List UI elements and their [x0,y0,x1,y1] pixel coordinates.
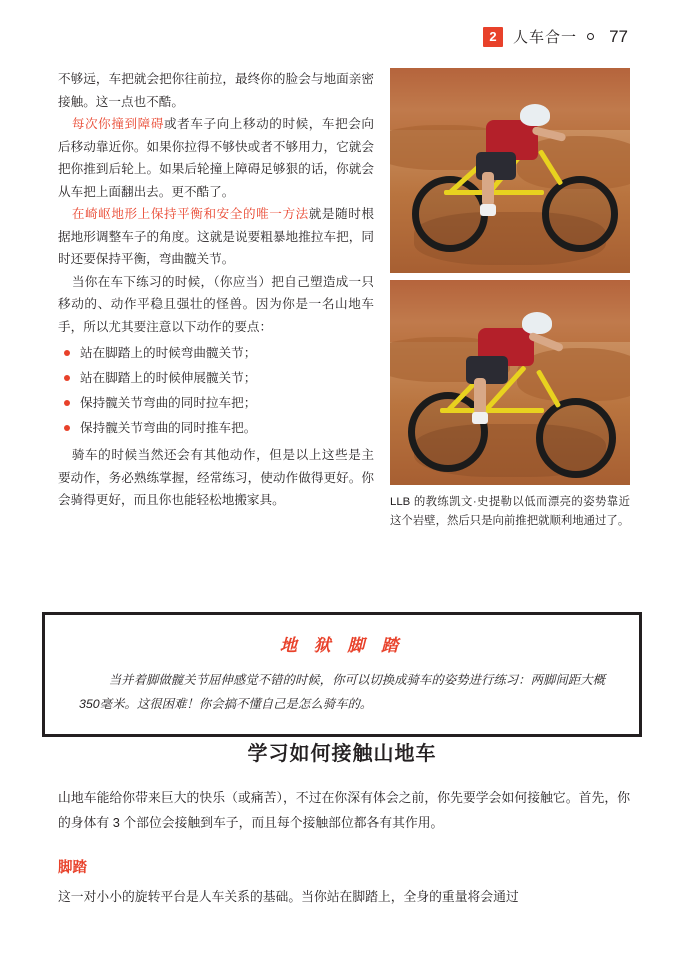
photo-rider-figure [390,280,630,485]
rider-shorts [466,356,508,384]
photo-rider-figure [390,68,630,273]
list-item [58,416,374,441]
highlight-1: 每次你撞到障碍 [71,117,164,131]
bullet-dot-icon [64,425,70,431]
list-item-label: 站在脚踏上的时候弯曲髋关节； [80,346,257,360]
list-item [58,366,374,391]
subsection-paragraph: 这一对小小的旋转平台是人车关系的基础。当你站在脚踏上，全身的重量将会通过 [58,889,519,904]
chapter-number-badge: 2 [483,27,503,47]
text-column [58,68,374,512]
paragraph-3: 在崎岖地形上保持平衡和安全的唯一方法就是随时根据地形调整车子的角度。这就是说要粗暴地推拉车把，同时还要保持平衡，弯曲髋关节。 [58,207,375,266]
bike-front-wheel [536,398,616,478]
figure-caption: LLB 的教练凯文·史提勒以低而漂亮的姿势靠近这个岩壁，然后只是向前推把就顺利地通过了。 [390,496,630,527]
circle-dot-icon [587,33,594,40]
paragraph-4: 当你在车下练习的时候，（你应当）把自己塑造成一只移动的、动作平稳且强壮的怪兽。因为你是一名山地车手，所以尤其要注意以下动作的要点： [58,274,374,334]
bike-fork [536,369,561,408]
main-content [58,68,630,531]
list-item-label: 保持髋关节弯曲的同时推车把。 [80,421,257,435]
bullet-dot-icon [64,350,70,356]
list-item-label: 站在脚踏上的时候伸展髋关节； [80,371,257,385]
subsection-title: 脚踏 [58,860,87,876]
rider-sock [480,204,496,216]
bike-front-wheel [542,176,618,252]
bike-frame [440,408,544,413]
rider-sock [472,412,488,424]
figure-column [390,68,630,531]
chapter-title: 人车合一 [512,29,577,46]
paragraph-5: 骑车的时候当然还会有其他动作，但是以上这些是主要动作，务必熟练掌握，经常练习，使动作做得更好。你会骑得更好，而且你也能轻松地搬家具。 [58,448,374,507]
bullet-dot-icon [64,400,70,406]
bullet-dot-icon [64,375,70,381]
callout-box-hell-pedal [42,612,642,737]
paragraph-1: 不够远，车把就会把你往前拉，最终你的脸会与地面亲密接触。这一点也不酷。 [58,72,374,109]
list-item-label: 保持髋关节弯曲的同时拉车把； [80,396,257,410]
list-item [58,341,374,366]
list-item [58,391,374,416]
rider-leg [482,172,494,206]
rider-helmet [522,312,552,334]
key-points-list [58,341,374,441]
photo-rider-downhill [390,280,630,485]
callout-title: 地 狱 脚 踏 [279,636,405,655]
photo-rider-uphill [390,68,630,273]
page-number: 77 [609,26,628,46]
paragraph-2: 每次你撞到障碍或者车子向上移动的时候，车把会向后移动靠近你。如果你拉得不够快或者不够用力，它就会把你推到后轮上。如果后轮撞上障碍足够狠的话，你就会从车把上面翻出去。更不酷了。 [58,117,375,199]
section-title: 学习如何接触山地车 [247,743,437,765]
section-paragraph: 山地车能给你带来巨大的快乐（或痛苦），不过在你深有体会之前，你先要学会如何接触它。首先，你的身体有 3 个部位会接触到车子，而且每个接触部位都各有其作用。 [58,790,630,830]
rider-leg [474,378,486,414]
rider-helmet [520,104,550,126]
highlight-2: 在崎岖地形上保持平衡和安全的唯一方法 [71,207,309,221]
page-header [483,26,628,47]
bike-fork [538,149,563,186]
callout-text: 当并着脚做髋关节屈伸感觉不错的时候，你可以切换成骑车的姿势进行练习：两脚间距大概350毫米。这很困难！你会搞不懂自己是怎么骑车的。 [79,673,605,711]
